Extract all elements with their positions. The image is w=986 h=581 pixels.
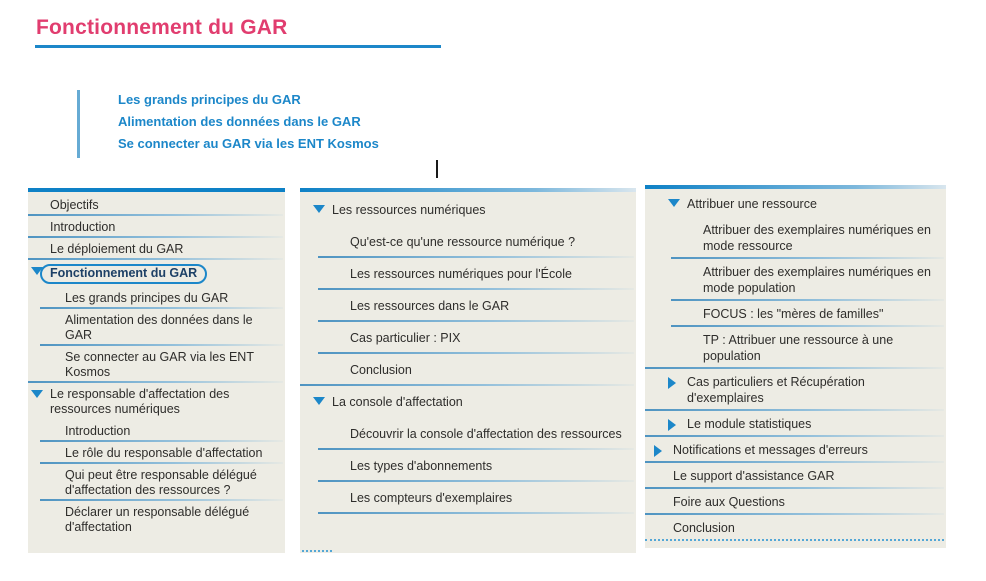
toc-item-label: Les ressources dans le GAR: [350, 299, 510, 313]
toc-item-label: Foire aux Questions: [673, 495, 785, 509]
toc-item-label: Cas particulier : PIX: [350, 331, 461, 345]
toc-column-3: [645, 185, 946, 548]
toc-item-label: TP : Attribuer une ressource à une population: [703, 333, 894, 363]
triangle-right-icon[interactable]: [654, 445, 662, 457]
toc-item-label: Conclusion: [350, 363, 412, 377]
dotted-scroll-indicator: [302, 550, 332, 552]
header-link[interactable]: Alimentation des données dans le GAR: [118, 114, 361, 129]
toc-item[interactable]: [300, 226, 636, 258]
toc-item[interactable]: [300, 386, 636, 418]
toc-item[interactable]: [645, 327, 946, 369]
toc-item-label: Qui peut être responsable délégué d'affectation des ressources ?: [65, 467, 257, 497]
toc-item[interactable]: [645, 191, 946, 217]
toc-item[interactable]: [28, 287, 285, 309]
toc-item-label: La console d'affectation: [332, 395, 463, 409]
toc-item[interactable]: [645, 489, 946, 515]
toc-item-label: Les ressources numériques pour l'École: [350, 267, 572, 281]
header-link[interactable]: Se connecter au GAR via les ENT Kosmos: [118, 136, 379, 151]
toc-item-label: Déclarer un responsable délégué d'affectation: [65, 504, 250, 534]
toc-item[interactable]: [28, 309, 285, 346]
triangle-down-icon[interactable]: [31, 390, 43, 398]
toc-item-label: Se connecter au GAR via les ENT Kosmos: [65, 349, 254, 379]
toc-item[interactable]: [28, 420, 285, 442]
toc-item[interactable]: [28, 238, 285, 260]
toc-item-label: Le rôle du responsable d'affectation: [65, 445, 263, 460]
toc-item-label: Conclusion: [673, 521, 735, 535]
toc-item-label: Alimentation des données dans le GAR: [65, 312, 253, 342]
toc-item-label: Les types d'abonnements: [350, 459, 493, 473]
toc-item-label: Attribuer des exemplaires numériques en mode ressource: [703, 223, 931, 253]
header-link[interactable]: Les grands principes du GAR: [118, 92, 301, 107]
toc-item-label: Objectifs: [50, 197, 99, 212]
toc-item-label: FOCUS : les "mères de familles": [703, 307, 884, 321]
toc-item[interactable]: [300, 418, 636, 450]
toc-list: [300, 192, 636, 514]
toc-item[interactable]: [300, 290, 636, 322]
toc-item[interactable]: [28, 346, 285, 383]
toc-item-label: Introduction: [65, 423, 131, 438]
toc-item[interactable]: [645, 437, 946, 463]
toc-item[interactable]: [300, 322, 636, 354]
toc-item[interactable]: [28, 216, 285, 238]
toc-item-label: Qu'est-ce qu'une ressource numérique ?: [350, 235, 576, 249]
toc-item[interactable]: [645, 369, 946, 411]
toc-item[interactable]: [28, 260, 285, 287]
page-title: Fonctionnement du GAR: [36, 16, 288, 39]
toc-item[interactable]: [28, 464, 285, 501]
triangle-down-icon[interactable]: [668, 199, 680, 207]
toc-item-label: Notifications et messages d'erreurs: [673, 443, 868, 457]
toc-item-label: Le module statistiques: [687, 417, 812, 431]
toc-item[interactable]: [300, 450, 636, 482]
toc-list: [28, 192, 285, 538]
toc-item-label: Le déploiement du GAR: [50, 241, 184, 256]
toc-item-label: Introduction: [50, 219, 116, 234]
links-accent-bar: [77, 90, 80, 158]
toc-item[interactable]: [645, 301, 946, 327]
toc-item[interactable]: [645, 515, 946, 541]
toc-item[interactable]: [645, 259, 946, 301]
toc-item-label: Attribuer une ressource: [687, 197, 817, 211]
text-cursor: [436, 160, 438, 178]
triangle-down-icon[interactable]: [31, 267, 43, 275]
triangle-down-icon[interactable]: [313, 205, 325, 213]
triangle-down-icon[interactable]: [313, 397, 325, 405]
toc-item-label: Fonctionnement du GAR: [40, 264, 207, 284]
toc-item-label: Attribuer des exemplaires numériques en mode population: [703, 265, 931, 295]
toc-column-1: [28, 188, 285, 553]
toc-item-label: Les compteurs d'exemplaires: [350, 491, 513, 505]
toc-item-label: Les ressources numériques: [332, 203, 486, 217]
header-links: [118, 92, 379, 151]
toc-list: [645, 189, 946, 541]
toc-item-label: Le support d'assistance GAR: [673, 469, 835, 483]
toc-column-2: [300, 188, 636, 553]
triangle-right-icon[interactable]: [668, 419, 676, 431]
toc-item[interactable]: [300, 482, 636, 514]
toc-item-label: Le responsable d'affectation des ressources numériques: [50, 386, 230, 416]
toc-item[interactable]: [28, 501, 285, 538]
toc-item[interactable]: [645, 217, 946, 259]
title-underline: [35, 45, 441, 48]
toc-item[interactable]: [645, 463, 946, 489]
toc-item[interactable]: [28, 194, 285, 216]
toc-item[interactable]: [28, 442, 285, 464]
toc-item-label: Découvrir la console d'affectation des ressources: [350, 427, 622, 441]
toc-item[interactable]: [300, 258, 636, 290]
toc-item[interactable]: [28, 383, 285, 420]
toc-item-label: Cas particuliers et Récupération d'exemplaires: [687, 375, 865, 405]
toc-item-label: Les grands principes du GAR: [65, 290, 229, 305]
triangle-right-icon[interactable]: [668, 377, 676, 389]
toc-item[interactable]: [300, 194, 636, 226]
toc-item[interactable]: [300, 354, 636, 386]
toc-item[interactable]: [645, 411, 946, 437]
